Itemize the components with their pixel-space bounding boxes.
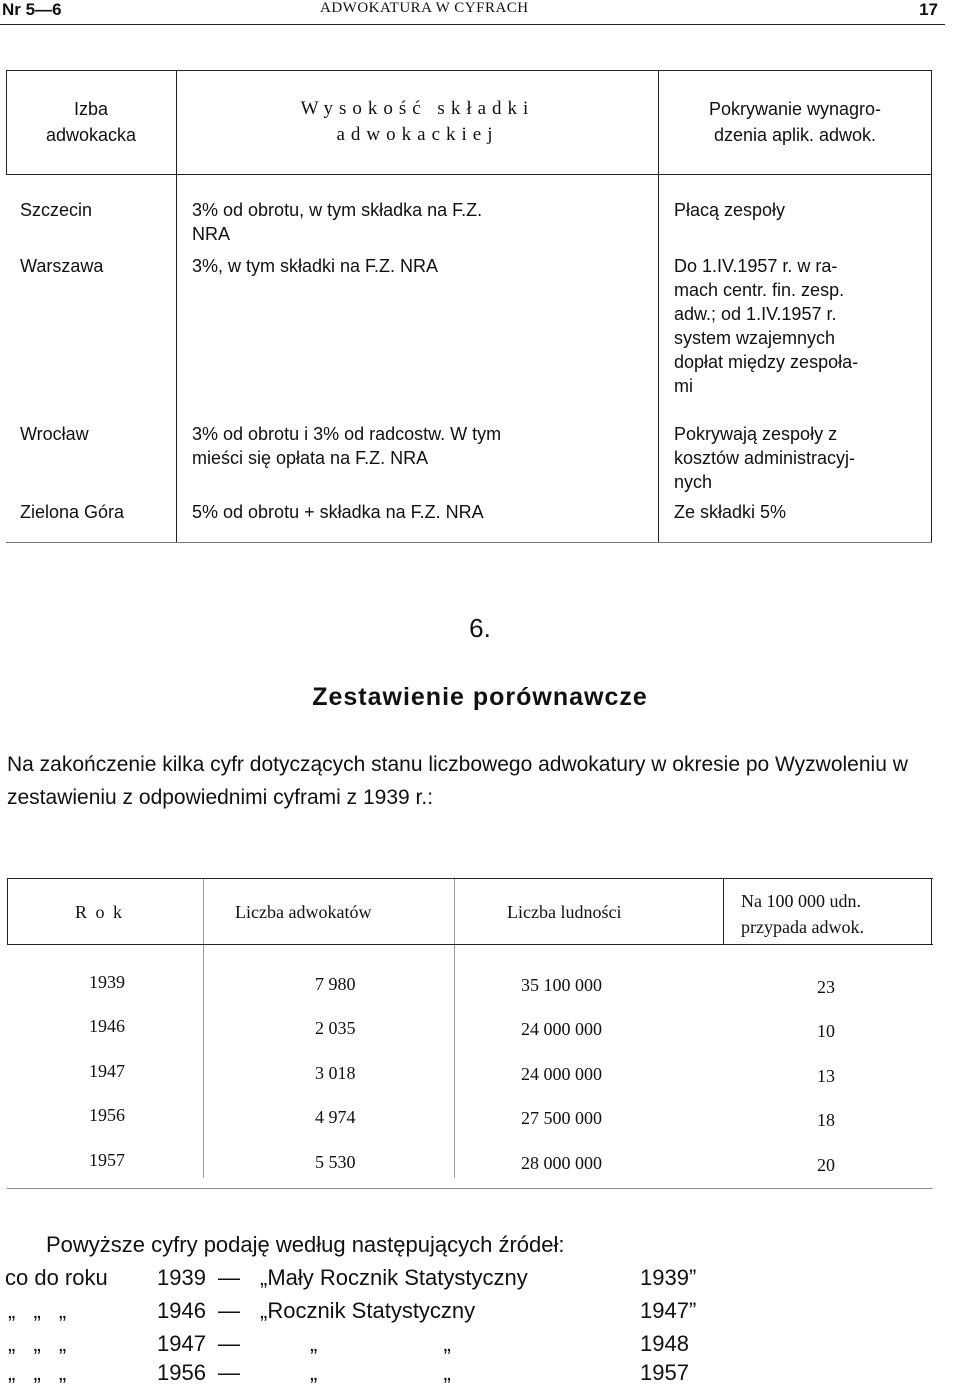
cell-pokrywanie: [674, 198, 929, 222]
cell-pokrywanie: [674, 422, 929, 494]
cell-adwokaci: 5 530: [315, 1152, 356, 1172]
cell-line: Do 1.IV.1957 r. w ra-: [674, 256, 838, 276]
table-header-divider: [6, 174, 932, 175]
table-top-border: [7, 878, 933, 879]
comparison-table: [7, 878, 933, 1190]
cell-line: NRA: [192, 224, 231, 244]
cell-line: Płacą zespoły: [674, 200, 786, 220]
cell-line: 3% od obrotu, w tym składka na F.Z.: [192, 200, 483, 220]
source-dash: —: [218, 1360, 240, 1385]
header-line: adwokacka: [45, 125, 137, 145]
source-title: „ „: [310, 1360, 451, 1385]
table-right-border: [931, 70, 932, 542]
table-left-border: [7, 878, 8, 944]
header-line: adwokackiej: [336, 124, 499, 145]
intro-paragraph: Na zakończenie kilka cyfr dotyczących stanu liczbowego adwokatury w okresie po Wyzwoleniu w zestawieniu z odpowiednimi cyframi z 1939 r.:: [7, 753, 908, 809]
header-line: Pokrywanie wynagro-: [708, 99, 882, 119]
cell-line: mi: [674, 376, 693, 396]
cell-line: 3%, w tym składki na F.Z. NRA: [192, 256, 439, 276]
cell-na100k: 10: [817, 1021, 835, 1041]
source-prefix: co do roku: [5, 1265, 108, 1290]
table-right-border: [931, 878, 932, 944]
cell-izba: Warszawa: [20, 256, 104, 276]
source-prefix: „ „ „: [8, 1360, 73, 1385]
column-divider-3: [723, 878, 724, 944]
cell-skladka: [192, 422, 652, 470]
column-divider-2: [454, 878, 455, 1178]
source-ref: 1948: [640, 1331, 689, 1356]
column-divider-1: [203, 878, 204, 1178]
header-line: dzenia aplik. adwok.: [713, 125, 877, 145]
source-title: „ „: [310, 1331, 451, 1356]
header-divider: [0, 24, 945, 25]
cell-izba: Zielona Góra: [20, 502, 125, 522]
cell-na100k: 20: [817, 1155, 835, 1175]
cell-line: adw.; od 1.IV.1957 r.: [674, 304, 837, 324]
section-number: 6.: [469, 613, 491, 643]
source-year: 1946: [157, 1298, 206, 1323]
column-header-na100k: [741, 888, 864, 940]
running-header-issue: Nr 5—6: [2, 0, 62, 19]
cell-ludnosc: 35 100 000: [521, 975, 602, 995]
source-prefix: „ „ „: [8, 1298, 73, 1323]
cell-skladka: [192, 500, 652, 524]
table-bottom-border: [7, 1188, 933, 1189]
source-year: 1947: [157, 1331, 206, 1356]
cell-ludnosc: 28 000 000: [521, 1153, 602, 1173]
header-line: Na 100 000 udn.: [741, 891, 861, 911]
column-header-izba: [6, 96, 176, 148]
cell-line: dopłat między zespoła-: [674, 352, 859, 372]
section-title: Zestawienie porównawcze: [312, 683, 648, 711]
cell-adwokaci: 4 974: [315, 1107, 356, 1127]
header-line: Izba: [73, 99, 109, 119]
source-year: 1956: [157, 1360, 206, 1385]
source-title: „Rocznik Statystyczny: [260, 1298, 476, 1323]
cell-izba: Szczecin: [20, 200, 93, 220]
cell-line: mieści się opłata na F.Z. NRA: [192, 448, 429, 468]
cell-line: system wzajemnych: [674, 328, 836, 348]
table-top-border: [6, 70, 932, 71]
contribution-table: [6, 70, 932, 544]
cell-line: Ze składki 5%: [674, 502, 787, 522]
cell-adwokaci: 2 035: [315, 1018, 356, 1038]
table-bottom-border: [6, 542, 932, 543]
cell-ludnosc: 27 500 000: [521, 1108, 602, 1128]
page-number: 17: [919, 0, 938, 19]
source-ref: 1939”: [640, 1265, 697, 1290]
cell-line: nych: [674, 472, 713, 492]
cell-rok: 1957: [89, 1150, 125, 1170]
cell-pokrywanie: [674, 500, 929, 524]
table-header-divider: [7, 944, 933, 945]
cell-na100k: 13: [817, 1066, 835, 1086]
source-title: „Mały Rocznik Statystyczny: [260, 1265, 528, 1290]
cell-adwokaci: 3 018: [315, 1063, 356, 1083]
cell-line: kosztów administracyj-: [674, 448, 856, 468]
column-header-ludnosc: Liczba ludności: [507, 902, 622, 922]
column-header-pokrywanie: [659, 96, 931, 148]
cell-rok: 1947: [89, 1061, 125, 1081]
column-header-skladka: [177, 96, 658, 148]
cell-line: Pokrywają zespoły z: [674, 424, 838, 444]
cell-line: mach centr. fin. zesp.: [674, 280, 845, 300]
cell-izba: Wrocław: [20, 424, 89, 444]
cell-line: 5% od obrotu + składka na F.Z. NRA: [192, 502, 484, 522]
cell-rok: 1939: [89, 972, 125, 992]
header-line: przypada adwok.: [741, 917, 864, 937]
source-year: 1939: [157, 1265, 206, 1290]
cell-rok: 1946: [89, 1016, 125, 1036]
cell-adwokaci: 7 980: [315, 974, 356, 994]
header-line: Wysokość składki: [300, 98, 535, 119]
sources-intro: Powyższe cyfry podaję według następujących źródeł:: [46, 1232, 565, 1257]
cell-rok: 1956: [89, 1105, 125, 1125]
column-header-adwokaci: Liczba adwokatów: [235, 902, 372, 922]
running-header-title: ADWOKATURA W CYFRACH: [320, 0, 529, 16]
source-ref: 1947”: [640, 1298, 697, 1323]
column-header-rok: R o k: [75, 902, 125, 922]
cell-ludnosc: 24 000 000: [521, 1064, 602, 1084]
cell-skladka: [192, 254, 652, 278]
source-dash: —: [218, 1265, 240, 1290]
cell-na100k: 18: [817, 1110, 835, 1130]
cell-pokrywanie: [674, 254, 929, 398]
source-prefix: „ „ „: [8, 1331, 73, 1356]
source-dash: —: [218, 1298, 240, 1323]
source-ref: 1957: [640, 1360, 689, 1385]
cell-line: 3% od obrotu i 3% od radcostw. W tym: [192, 424, 502, 444]
cell-na100k: 23: [817, 977, 835, 997]
cell-ludnosc: 24 000 000: [521, 1019, 602, 1039]
source-dash: —: [218, 1331, 240, 1356]
cell-skladka: [192, 198, 652, 246]
